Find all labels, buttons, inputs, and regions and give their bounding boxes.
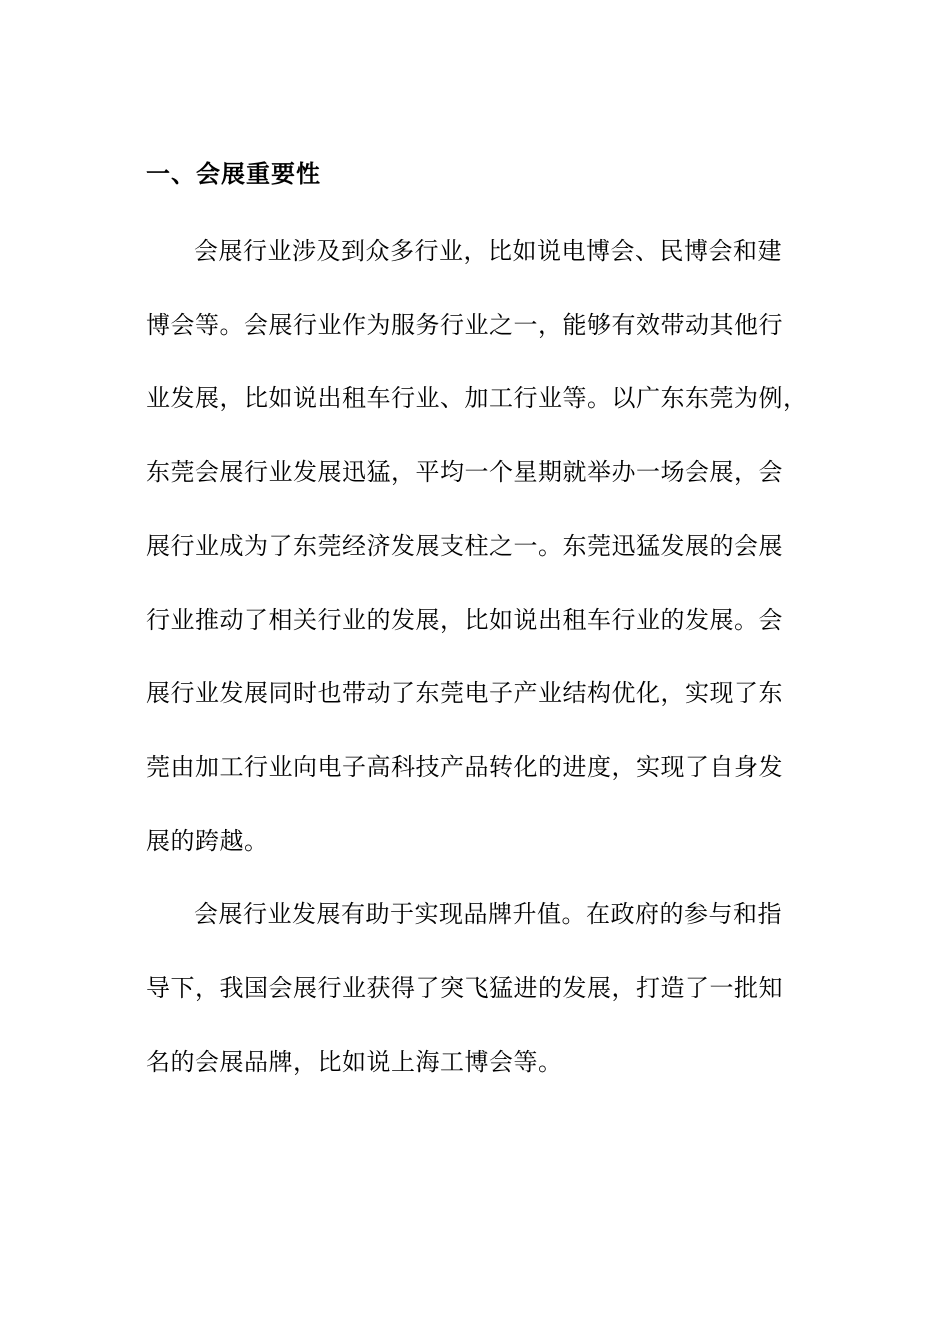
paragraph-line: 行业推动了相关行业的发展，比如说出租车行业的发展。会: [146, 605, 783, 634]
paragraph-line: 展行业发展同时也带动了东莞电子产业结构优化，实现了东: [146, 679, 783, 708]
paragraph-2: [146, 878, 806, 1099]
section-heading: 一、会展重要性: [146, 160, 321, 188]
paragraph-line: 导下，我国会展行业获得了突飞猛进的发展，打造了一批知: [146, 974, 783, 1003]
paragraph-line: 东莞会展行业发展迅猛，平均一个星期就举办一场会展，会: [146, 458, 783, 487]
paragraph-line: 会展行业涉及到众多行业，比如说电博会、民博会和建: [194, 237, 782, 265]
paragraph-line: 会展行业发展有助于实现品牌升值。在政府的参与和指: [194, 900, 782, 929]
paragraph-line: 莞由加工行业向电子高科技产品转化的进度，实现了自身发: [146, 752, 783, 781]
paragraph-1: [146, 215, 806, 878]
document-page: [146, 150, 806, 1099]
paragraph-line: 展行业成为了东莞经济发展支柱之一。东莞迅猛发展的会展: [146, 531, 783, 560]
paragraph-line: 名的会展品牌，比如说上海工博会等。: [146, 1047, 563, 1076]
paragraph-line: 展的跨越。: [146, 826, 269, 855]
paragraph-line: 业发展，比如说出租车行业、加工行业等。以广东东莞为例，: [146, 384, 808, 413]
paragraph-line: 博会等。会展行业作为服务行业之一，能够有效带动其他行: [146, 310, 783, 339]
